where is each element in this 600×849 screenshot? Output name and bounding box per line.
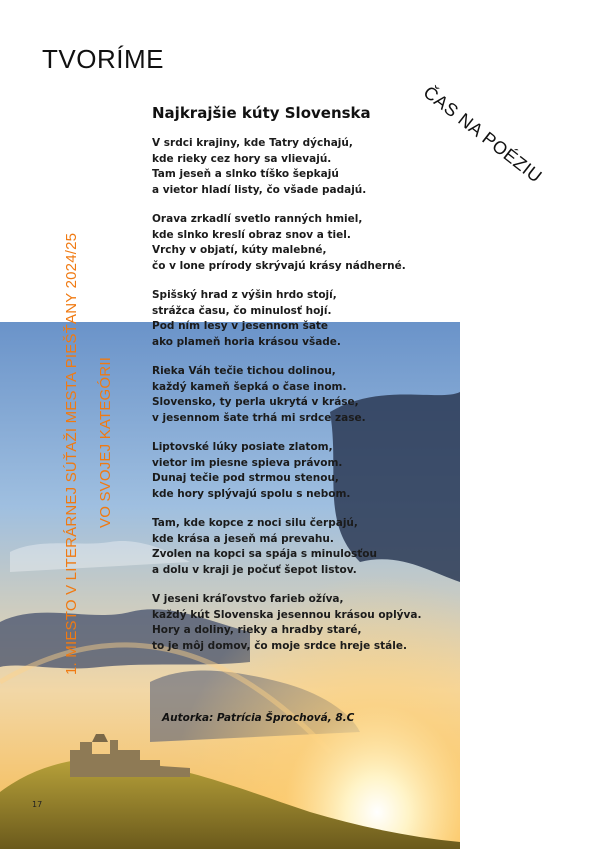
poem-line: Rieka Váh tečie tichou dolinou, <box>152 365 336 377</box>
poem-line: kde slnko kreslí obraz snov a tiel. <box>152 228 351 241</box>
poem-line: Hory a doliny, rieky a hradby staré, <box>152 624 362 636</box>
poem-line: Slovensko, ty perla ukrytá v kráse, <box>152 396 359 408</box>
poem-line: Tam jeseň a slnko tíško šepkajú <box>152 168 339 180</box>
award-caption-line1: 1. MIESTO V LITERÁRNEJ SÚŤAŽI MESTA PIEŠŤANY 2024/25 <box>63 232 80 675</box>
poem-line: kde rieky cez hory sa vlievajú. <box>152 152 332 165</box>
poem-line: Spišský hrad z výšin hrdo stojí, <box>152 289 337 301</box>
stanza <box>152 592 452 654</box>
poem-line: Pod ním lesy v jesennom šate <box>152 320 329 332</box>
poem-line: Tam, kde kopce z noci silu čerpajú, <box>152 517 358 529</box>
poem-line: kde krása a jeseň má prevahu. <box>152 532 334 545</box>
poem-line: Zvolen na kopci sa spája s minulosťou <box>152 548 377 560</box>
poem-line: to je môj domov, čo moje srdce hreje stále. <box>152 639 407 652</box>
poem-line: Dunaj tečie pod strmou stenou, <box>152 472 339 484</box>
poem-line: Liptovské lúky posiate zlatom, <box>152 441 333 453</box>
poem-line: každý kameň šepká o čase inom. <box>152 380 347 393</box>
stanza <box>152 288 452 350</box>
poem-line: Orava zrkadlí svetlo ranných hmiel, <box>152 213 363 225</box>
poem-author: Autorka: Patrícia Šprochová, 8.C <box>162 712 355 724</box>
poem-line: Vrchy v objatí, kúty malebné, <box>152 244 327 256</box>
poem-line: a dolu v kraji je počuť šepot listov. <box>152 563 357 576</box>
stanza <box>152 212 452 274</box>
poem-line: strážca času, čo minulosť hojí. <box>152 304 332 317</box>
poem-line: V jeseni kráľovstvo farieb ožíva, <box>152 593 344 605</box>
poem-line: každý kút Slovenska jesennou krásou oplýva. <box>152 608 422 621</box>
award-caption-line2: VO SVOJEJ KATEGÓRII <box>97 356 114 528</box>
poem-line: V srdci krajiny, kde Tatry dýchajú, <box>152 137 353 149</box>
stanza <box>152 516 452 578</box>
poem-line: a vietor hladí listy, čo všade padajú. <box>152 183 367 196</box>
stanza <box>152 364 452 426</box>
poem-line: vietor im piesne spieva právom. <box>152 456 343 469</box>
poem-line: kde hory splývajú spolu s nebom. <box>152 487 351 500</box>
stanza <box>152 440 452 502</box>
poem-line: čo v lone prírody skrývajú krásy nádherné. <box>152 259 406 272</box>
poem <box>152 104 452 668</box>
corner-label: ČAS NA POÉZIU <box>419 82 546 187</box>
stanza <box>152 136 452 198</box>
poem-title: Najkrajšie kúty Slovenska <box>152 104 371 122</box>
section-title: TVORÍME <box>42 44 164 74</box>
poem-line: ako plameň horia krásou všade. <box>152 335 341 348</box>
poem-line: v jesennom šate trhá mi srdce zase. <box>152 411 366 424</box>
page-number: 17 <box>32 800 43 809</box>
